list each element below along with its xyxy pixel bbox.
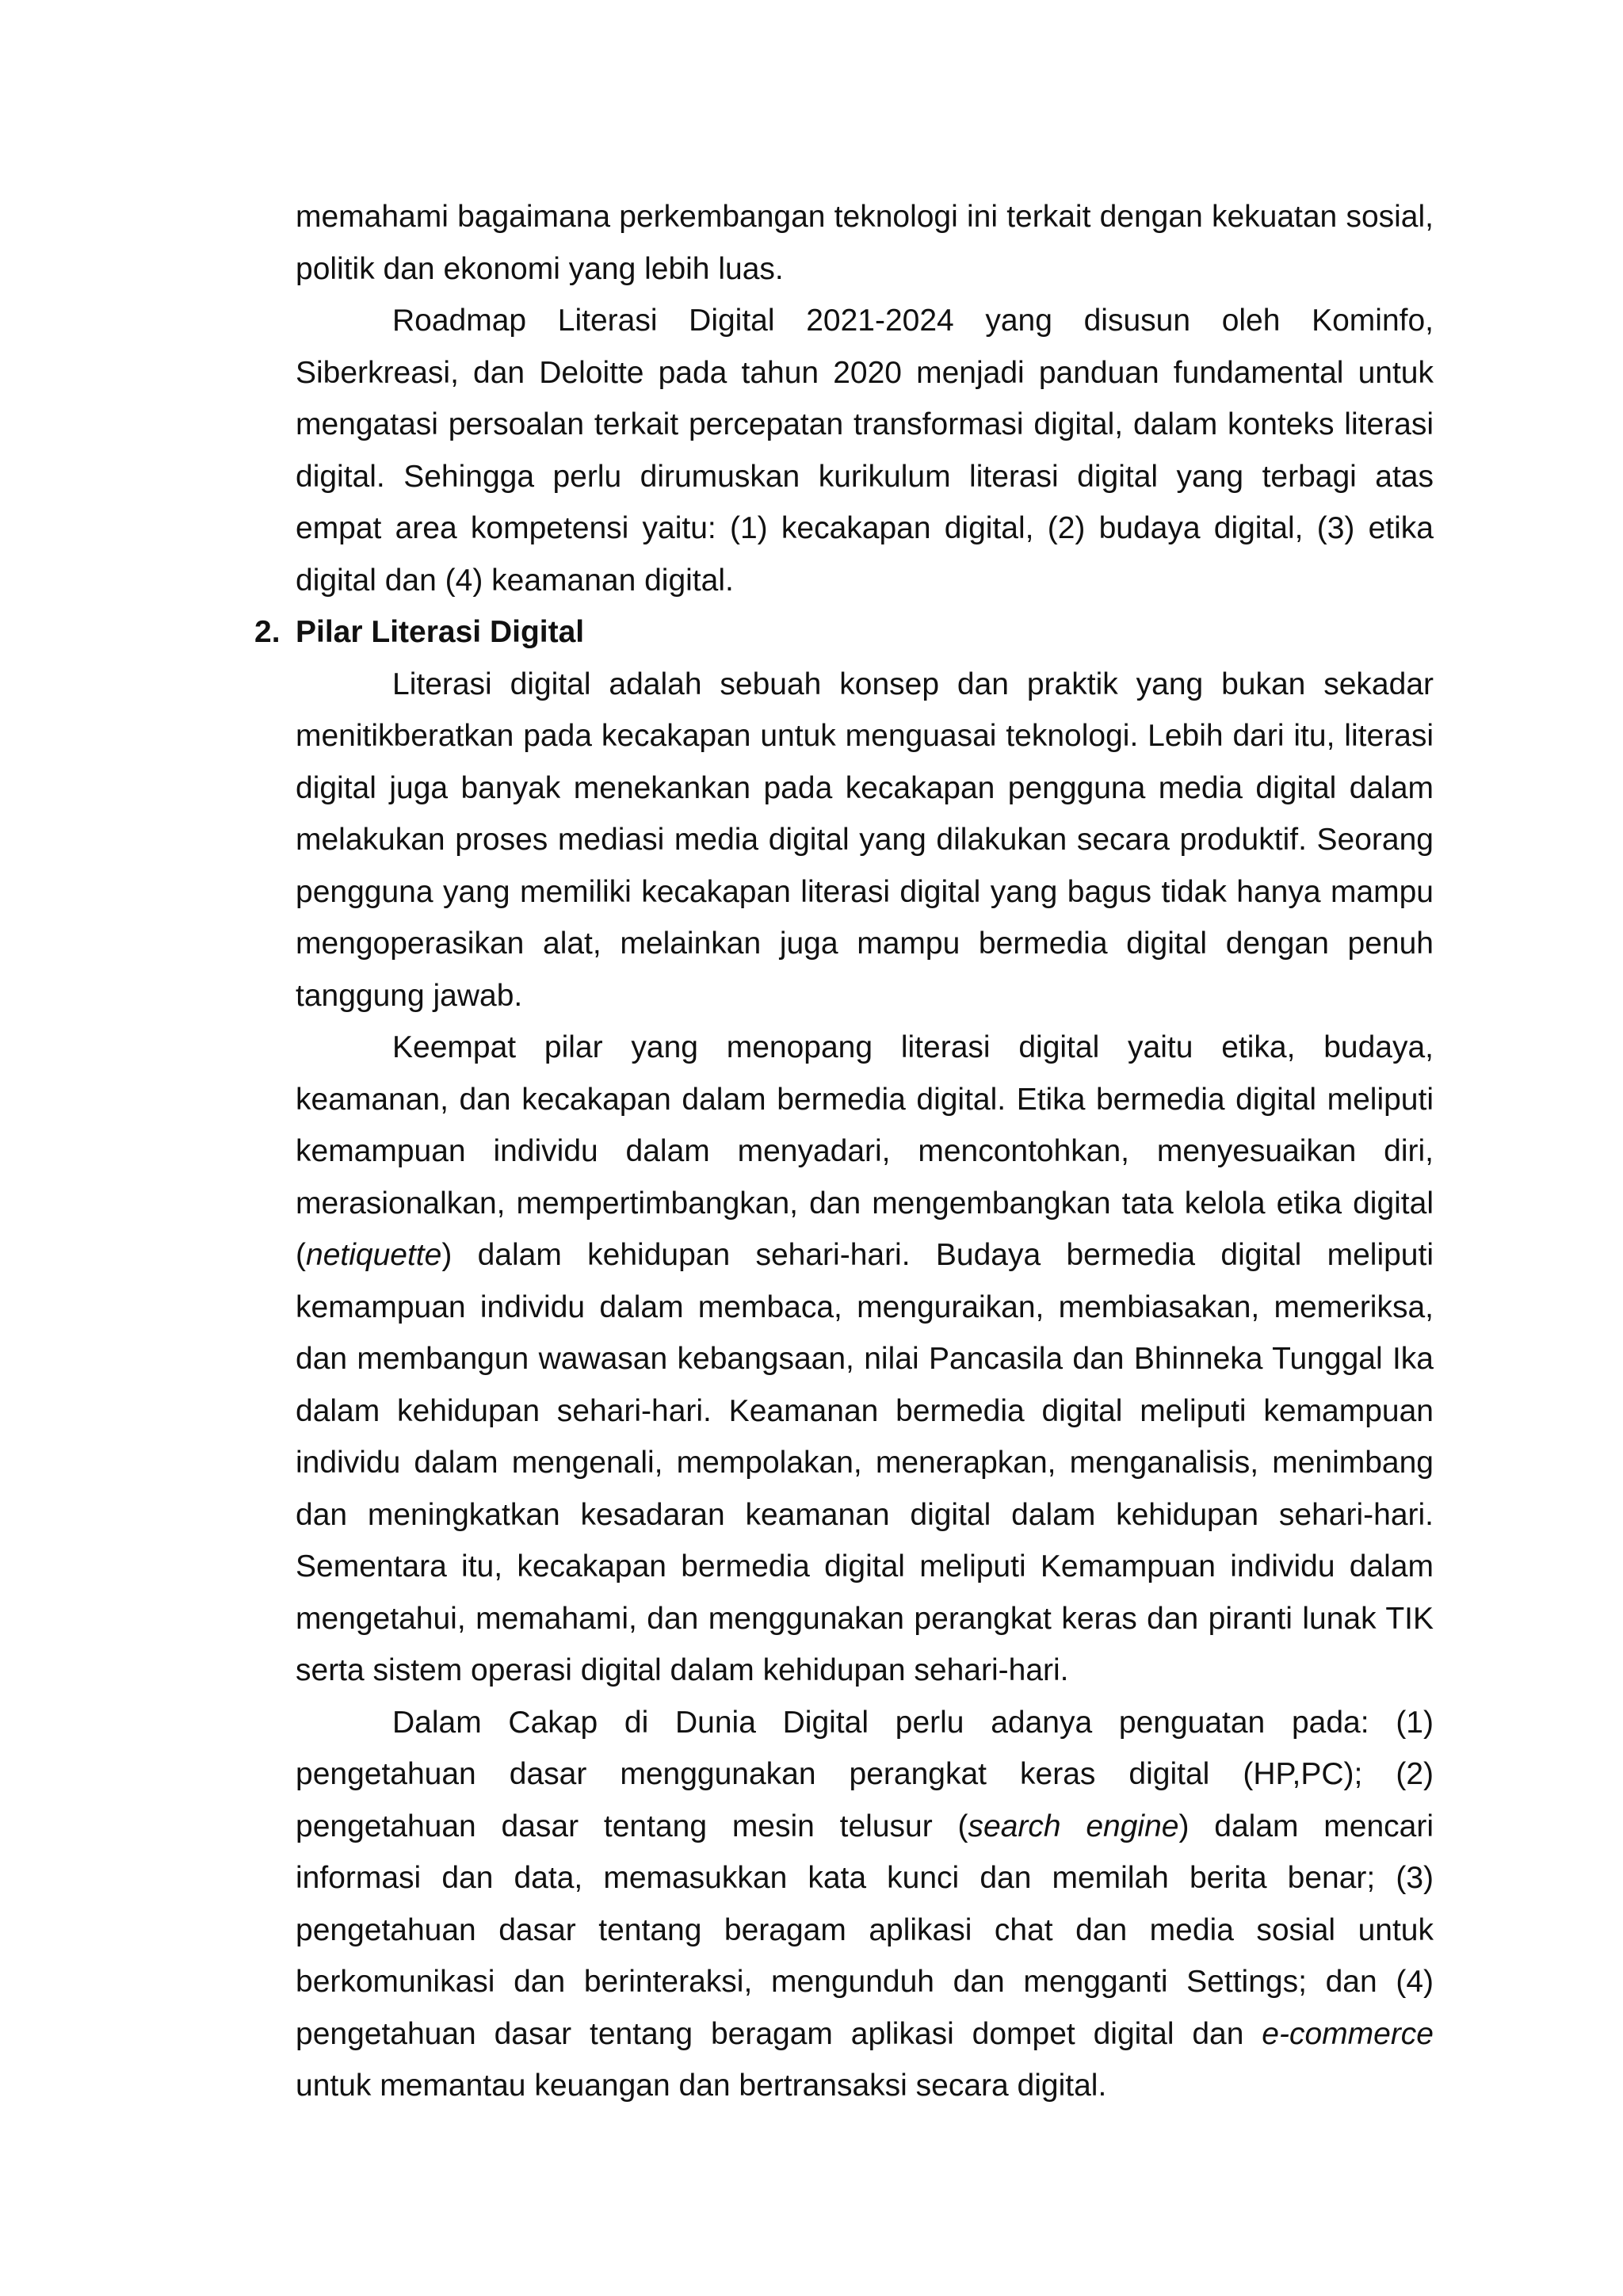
italic-term-search-engine: search engine <box>968 1809 1179 1843</box>
paragraph-roadmap <box>296 295 1434 606</box>
paragraph-continuation <box>296 191 1434 295</box>
paragraph-keempat-pilar-text-1: Keempat pilar yang menopang literasi digital yaitu etika, budaya, keamanan, dan kecakapan dalam bermedia digital. Etika bermedia digital meliputi kemampuan individu dalam menyadari, mencontohkan, menyesuaikan diri, merasionalkan, mempertimbangkan, dan mengembangkan tata kelola etika digital ( <box>296 1030 1434 1272</box>
italic-term-e-commerce: e-commerce <box>1262 2016 1434 2051</box>
paragraph-cakap-digital-text-3: untuk memantau keuangan dan bertransaksi secara digital. <box>296 2069 1107 2103</box>
paragraph-keempat-pilar <box>296 1022 1434 1697</box>
section-number: 2. <box>254 615 281 649</box>
paragraph-roadmap-text: Roadmap Literasi Digital 2021-2024 yang disusun oleh Kominfo, Siberkreasi, dan Deloitte pada tahun 2020 menjadi panduan fundamental untuk mengatasi persoalan terkait percepatan transformasi digital, dalam konteks literasi digital. Sehingga perlu dirumuskan kurikulum literasi digital yang terbagi atas empat area kompetensi yaitu: (1) kecakapan digital, (2) budaya digital, (3) etika digital dan (4) keamanan digital. <box>296 304 1434 598</box>
paragraph-literasi-digital-text: Literasi digital adalah sebuah konsep dan praktik yang bukan sekadar menitikberatkan pada kecakapan untuk menguasai teknologi. Lebih dari itu, literasi digital juga banyak menekankan pada kecakapan pengguna media digital dalam melakukan proses mediasi media digital yang dilakukan secara produktif. Seorang pengguna yang memiliki kecakapan literasi digital yang bagus tidak hanya mampu mengoperasikan alat, melainkan juga mampu bermedia digital dengan penuh tanggung jawab. <box>296 667 1434 1013</box>
italic-term-netiquette: netiquette <box>306 1238 442 1272</box>
paragraph-cakap-digital-text-1: Dalam Cakap di Dunia Digital perlu adanya penguatan pada: (1) pengetahuan dasar menggunakan perangkat keras digital (HP,PC); (2) pengetahuan dasar tentang mesin telusur ( <box>296 1705 1434 1843</box>
paragraph-keempat-pilar-text-2: ) dalam kehidupan sehari-hari. Budaya bermedia digital meliputi kemampuan individu dalam membaca, menguraikan, membiasakan, memeriksa, dan membangun wawasan kebangsaan, nilai Pancasila dan Bhinneka Tunggal Ika dalam kehidupan sehari-hari. Keamanan bermedia digital meliputi kemampuan individu dalam mengenali, mempolakan, menerapkan, menganalisis, menimbang dan meningkatkan kesadaran keamanan digital dalam kehidupan sehari-hari. Sementara itu, kecakapan bermedia digital meliputi Kemampuan individu dalam mengetahui, memahami, dan menggunakan perangkat keras dan piranti lunak TIK serta sistem operasi digital dalam kehidupan sehari-hari. <box>296 1238 1434 1687</box>
paragraph-continuation-text: memahami bagaimana perkembangan teknologi ini terkait dengan kekuatan sosial, politik dan ekonomi yang lebih luas. <box>296 200 1434 286</box>
page-content <box>254 191 1434 2112</box>
section-heading <box>254 606 1434 659</box>
paragraph-literasi-digital <box>296 659 1434 1022</box>
paragraph-cakap-digital-text-2: ) dalam mencari informasi dan data, memasukkan kata kunci dan memilah berita benar; (3) pengetahuan dasar tentang beragam aplikasi chat dan media sosial untuk berkomunikasi dan berinteraksi, mengunduh dan mengganti Settings; dan (4) pengetahuan dasar tentang beragam aplikasi dompet digital dan <box>296 1809 1434 2051</box>
section-title: Pilar Literasi Digital <box>296 615 585 649</box>
paragraph-cakap-digital <box>296 1697 1434 2112</box>
